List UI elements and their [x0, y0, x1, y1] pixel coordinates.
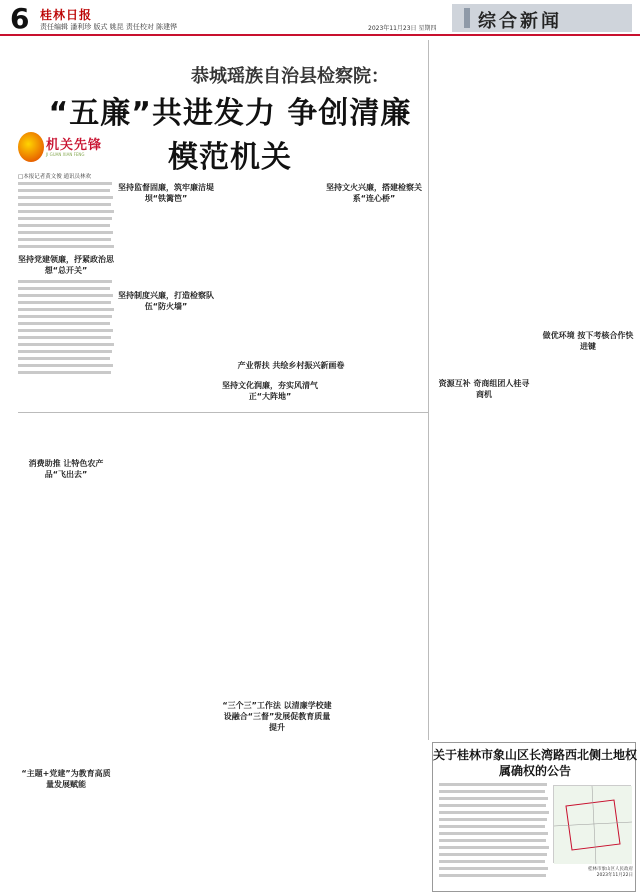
byline: □本报记者黄文俊 通讯员林欢	[18, 174, 91, 180]
issue-date: 2023年11月23日 星期四	[368, 25, 437, 32]
body-text-block	[18, 280, 114, 380]
right-subhead-2: 资源互补 奇商组团人桂寻商机	[438, 379, 530, 399]
notice-signer: 桂林市象山区人民政府	[588, 867, 633, 872]
notice-body	[439, 783, 549, 883]
lead-headline: “五廉”共进发力 争创清廉模范机关	[48, 96, 412, 175]
notice-title: 关于桂林市象山区长湾路西北侧土地权属确权的公告	[433, 748, 638, 778]
column-divider	[428, 40, 429, 740]
subhead-5: 坚持文化润廉，夯实风清气正“大阵地”	[222, 381, 318, 401]
subhead-school: “三个三”工作法 以清廉学校建设融合“三督”发展促教育质量提升	[222, 701, 332, 732]
right-subhead-1: 做优环境 按下考核合作快进键	[542, 331, 634, 351]
divider	[18, 412, 428, 413]
subhead-4: 坚持制度兴廉，打造检察队伍“防火墙”	[118, 291, 214, 311]
notice-map-icon	[553, 785, 631, 863]
lead-kicker: 恭城瑶族自治县检察院：	[191, 66, 389, 87]
subhead-6: 坚持文火兴廉，搭建检察关系“连心桥”	[326, 183, 422, 203]
notice-date: 2023年11月22日	[596, 873, 633, 878]
logo-emblem-icon	[18, 132, 44, 162]
section-bar-icon	[464, 8, 470, 28]
section-title: 综合新闻	[478, 11, 562, 32]
subhead-industry: 产业帮扶 共绘乡村振兴新画卷	[237, 361, 345, 370]
subhead-1: 坚持党建领廉，抒紧政治思想“总开关”	[18, 255, 114, 275]
staff-line: 责任编辑 潘利珍 版式 姚昆 责任校对 陈建铧	[40, 23, 178, 31]
logo-subtext: JI GUAN XIAN FENG	[46, 152, 85, 157]
subhead-3: 坚持监督固廉，筑牢廉洁堤坝“铁篱笆”	[118, 183, 214, 203]
notice-box	[432, 742, 636, 892]
body-text-block	[18, 182, 114, 252]
column-logo	[18, 130, 114, 170]
logo-text: 机关先锋	[46, 138, 103, 153]
masthead	[0, 0, 640, 36]
subhead-2: 消费助推 让特色农产品“飞出去”	[28, 459, 104, 479]
section-banner	[452, 4, 632, 32]
subhead-education: “主题+党建”为教育高质量发展赋能	[21, 769, 111, 789]
paper-name: 桂林日报	[40, 8, 93, 22]
page-number: 6	[10, 2, 30, 35]
notice-signature	[553, 867, 633, 879]
